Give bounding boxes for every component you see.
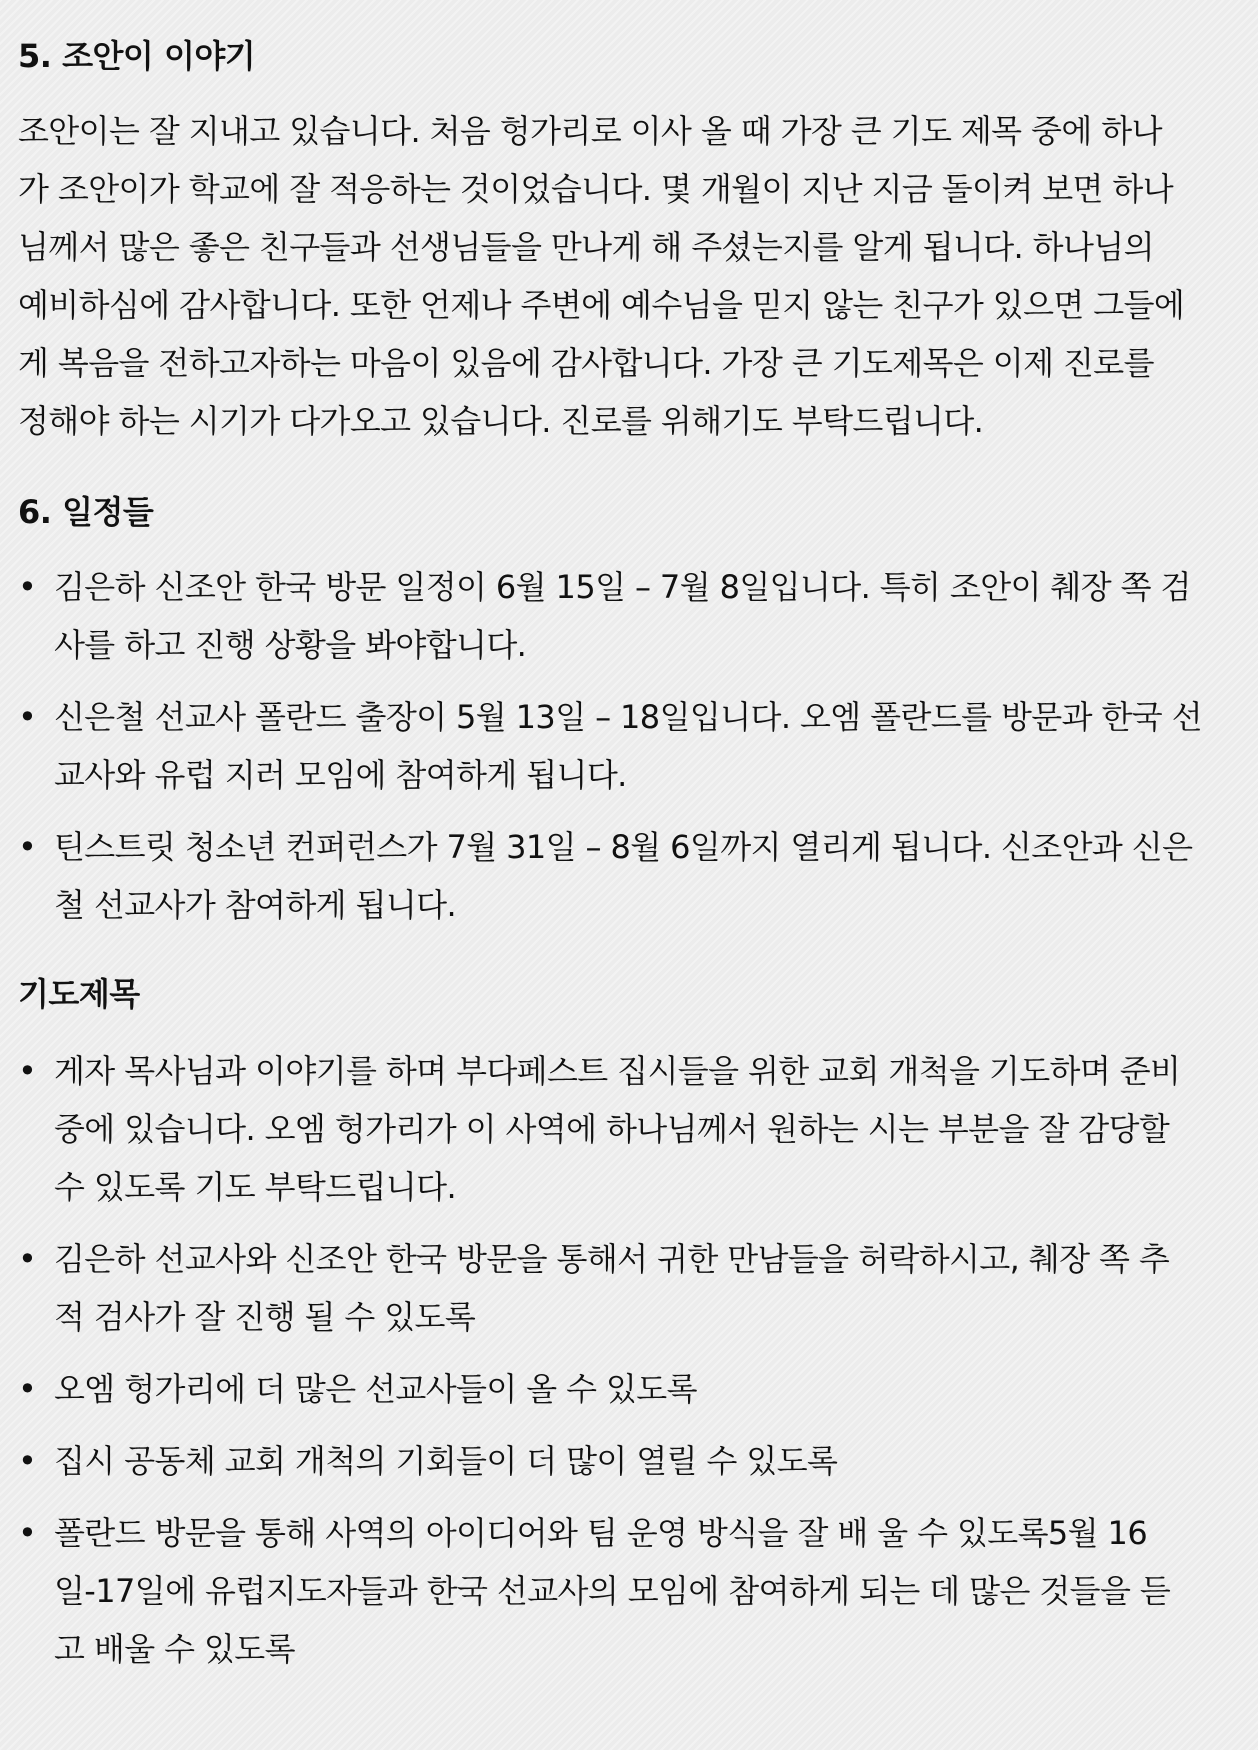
schedule-list: [18, 558, 1240, 934]
schedule-list-item: [18, 688, 1240, 804]
list-item-line: 김은하 신조안 한국 방문 일정이 6월 15일 – 7월 8일입니다. 특히 조안이 췌장 쪽 검: [54, 568, 1191, 606]
paragraph-line: 가 조안이가 학교에 잘 적응하는 것이었습니다. 몇 개월이 지난 지금 돌이켜 보면 하나: [18, 170, 1174, 208]
list-item-line: 게자 목사님과 이야기를 하며 부다페스트 집시들을 위한 교회 개척을 기도하며 준비: [54, 1052, 1181, 1090]
list-item-line: 틴스트릿 청소년 컨퍼런스가 7월 31일 – 8월 6일까지 열리게 됩니다. 신조안과 신은: [54, 828, 1193, 866]
bullet-icon: •: [18, 1052, 37, 1090]
list-item-line: 집시 공동체 교회 개척의 기회들이 더 많이 열릴 수 있도록: [54, 1442, 838, 1480]
paragraph-line: 조안이는 잘 지내고 있습니다. 처음 헝가리로 이사 올 때 가장 큰 기도 제목 중에 하나: [18, 112, 1162, 150]
paragraph-line: 예비하심에 감사합니다. 또한 언제나 주변에 예수님을 믿지 않는 친구가 있으면 그들에: [18, 286, 1185, 324]
list-item-line: 수 있도록 기도 부탁드립니다.: [54, 1168, 457, 1206]
list-item-line: 오엠 헝가리에 더 많은 선교사들이 올 수 있도록: [54, 1370, 697, 1408]
list-item-line: 고 배울 수 있도록: [54, 1630, 295, 1668]
list-item-line: 교사와 유럽 지러 모임에 참여하게 됩니다.: [54, 756, 627, 794]
bullet-icon: •: [18, 1442, 37, 1480]
list-item-line: 적 검사가 잘 진행 될 수 있도록: [54, 1298, 476, 1336]
prayer-list-item: [18, 1432, 1240, 1490]
bullet-icon: •: [18, 1370, 37, 1408]
prayer-list-item: [18, 1042, 1240, 1216]
prayer-list-item: [18, 1360, 1240, 1418]
paragraph-line: 정해야 하는 시기가 다가오고 있습니다. 진로를 위해기도 부탁드립니다.: [18, 402, 984, 440]
bullet-icon: •: [18, 1240, 37, 1278]
schedule-list-item: [18, 558, 1240, 674]
list-item-line: 사를 하고 진행 상황을 봐야합니다.: [54, 626, 527, 664]
list-item-line: 일-17일에 유럽지도자들과 한국 선교사의 모임에 참여하게 되는 데 많은 것들을 듣: [54, 1572, 1171, 1610]
list-item-line: 철 선교사가 참여하게 됩니다.: [54, 886, 457, 924]
list-item-line: 신은철 선교사 폴란드 출장이 5월 13일 – 18일입니다. 오엠 폴란드를 방문과 한국 선: [54, 698, 1202, 736]
list-item-line: 폴란드 방문을 통해 사역의 아이디어와 팀 운영 방식을 잘 배 울 수 있도록5월 16: [54, 1514, 1148, 1552]
prayer-list-item: [18, 1230, 1240, 1346]
paragraph-line: 님께서 많은 좋은 친구들과 선생님들을 만나게 해 주셨는지를 알게 됩니다. 하나님의: [18, 228, 1154, 266]
paragraph-line: 게 복음을 전하고자하는 마음이 있음에 감사합니다. 가장 큰 기도제목은 이제 진로를: [18, 344, 1154, 382]
bullet-icon: •: [18, 568, 37, 606]
section-6-heading: 6. 일정들: [18, 493, 154, 531]
bullet-icon: •: [18, 698, 37, 736]
list-item-line: 김은하 선교사와 신조안 한국 방문을 통해서 귀한 만남들을 허락하시고, 췌장 쪽 추: [54, 1240, 1170, 1278]
bullet-icon: •: [18, 1514, 37, 1552]
list-item-line: 중에 있습니다. 오엠 헝가리가 이 사역에 하나님께서 원하는 시는 부분을 잘 감당할: [54, 1110, 1170, 1148]
section-5-paragraph: [18, 102, 1240, 450]
bullet-icon: •: [18, 828, 37, 866]
section-5-heading: 5. 조안이 이야기: [18, 37, 256, 75]
prayer-requests-list: [18, 1042, 1240, 1678]
prayer-list-item: [18, 1504, 1240, 1678]
schedule-list-item: [18, 818, 1240, 934]
prayer-requests-heading: 기도제목: [18, 975, 140, 1013]
